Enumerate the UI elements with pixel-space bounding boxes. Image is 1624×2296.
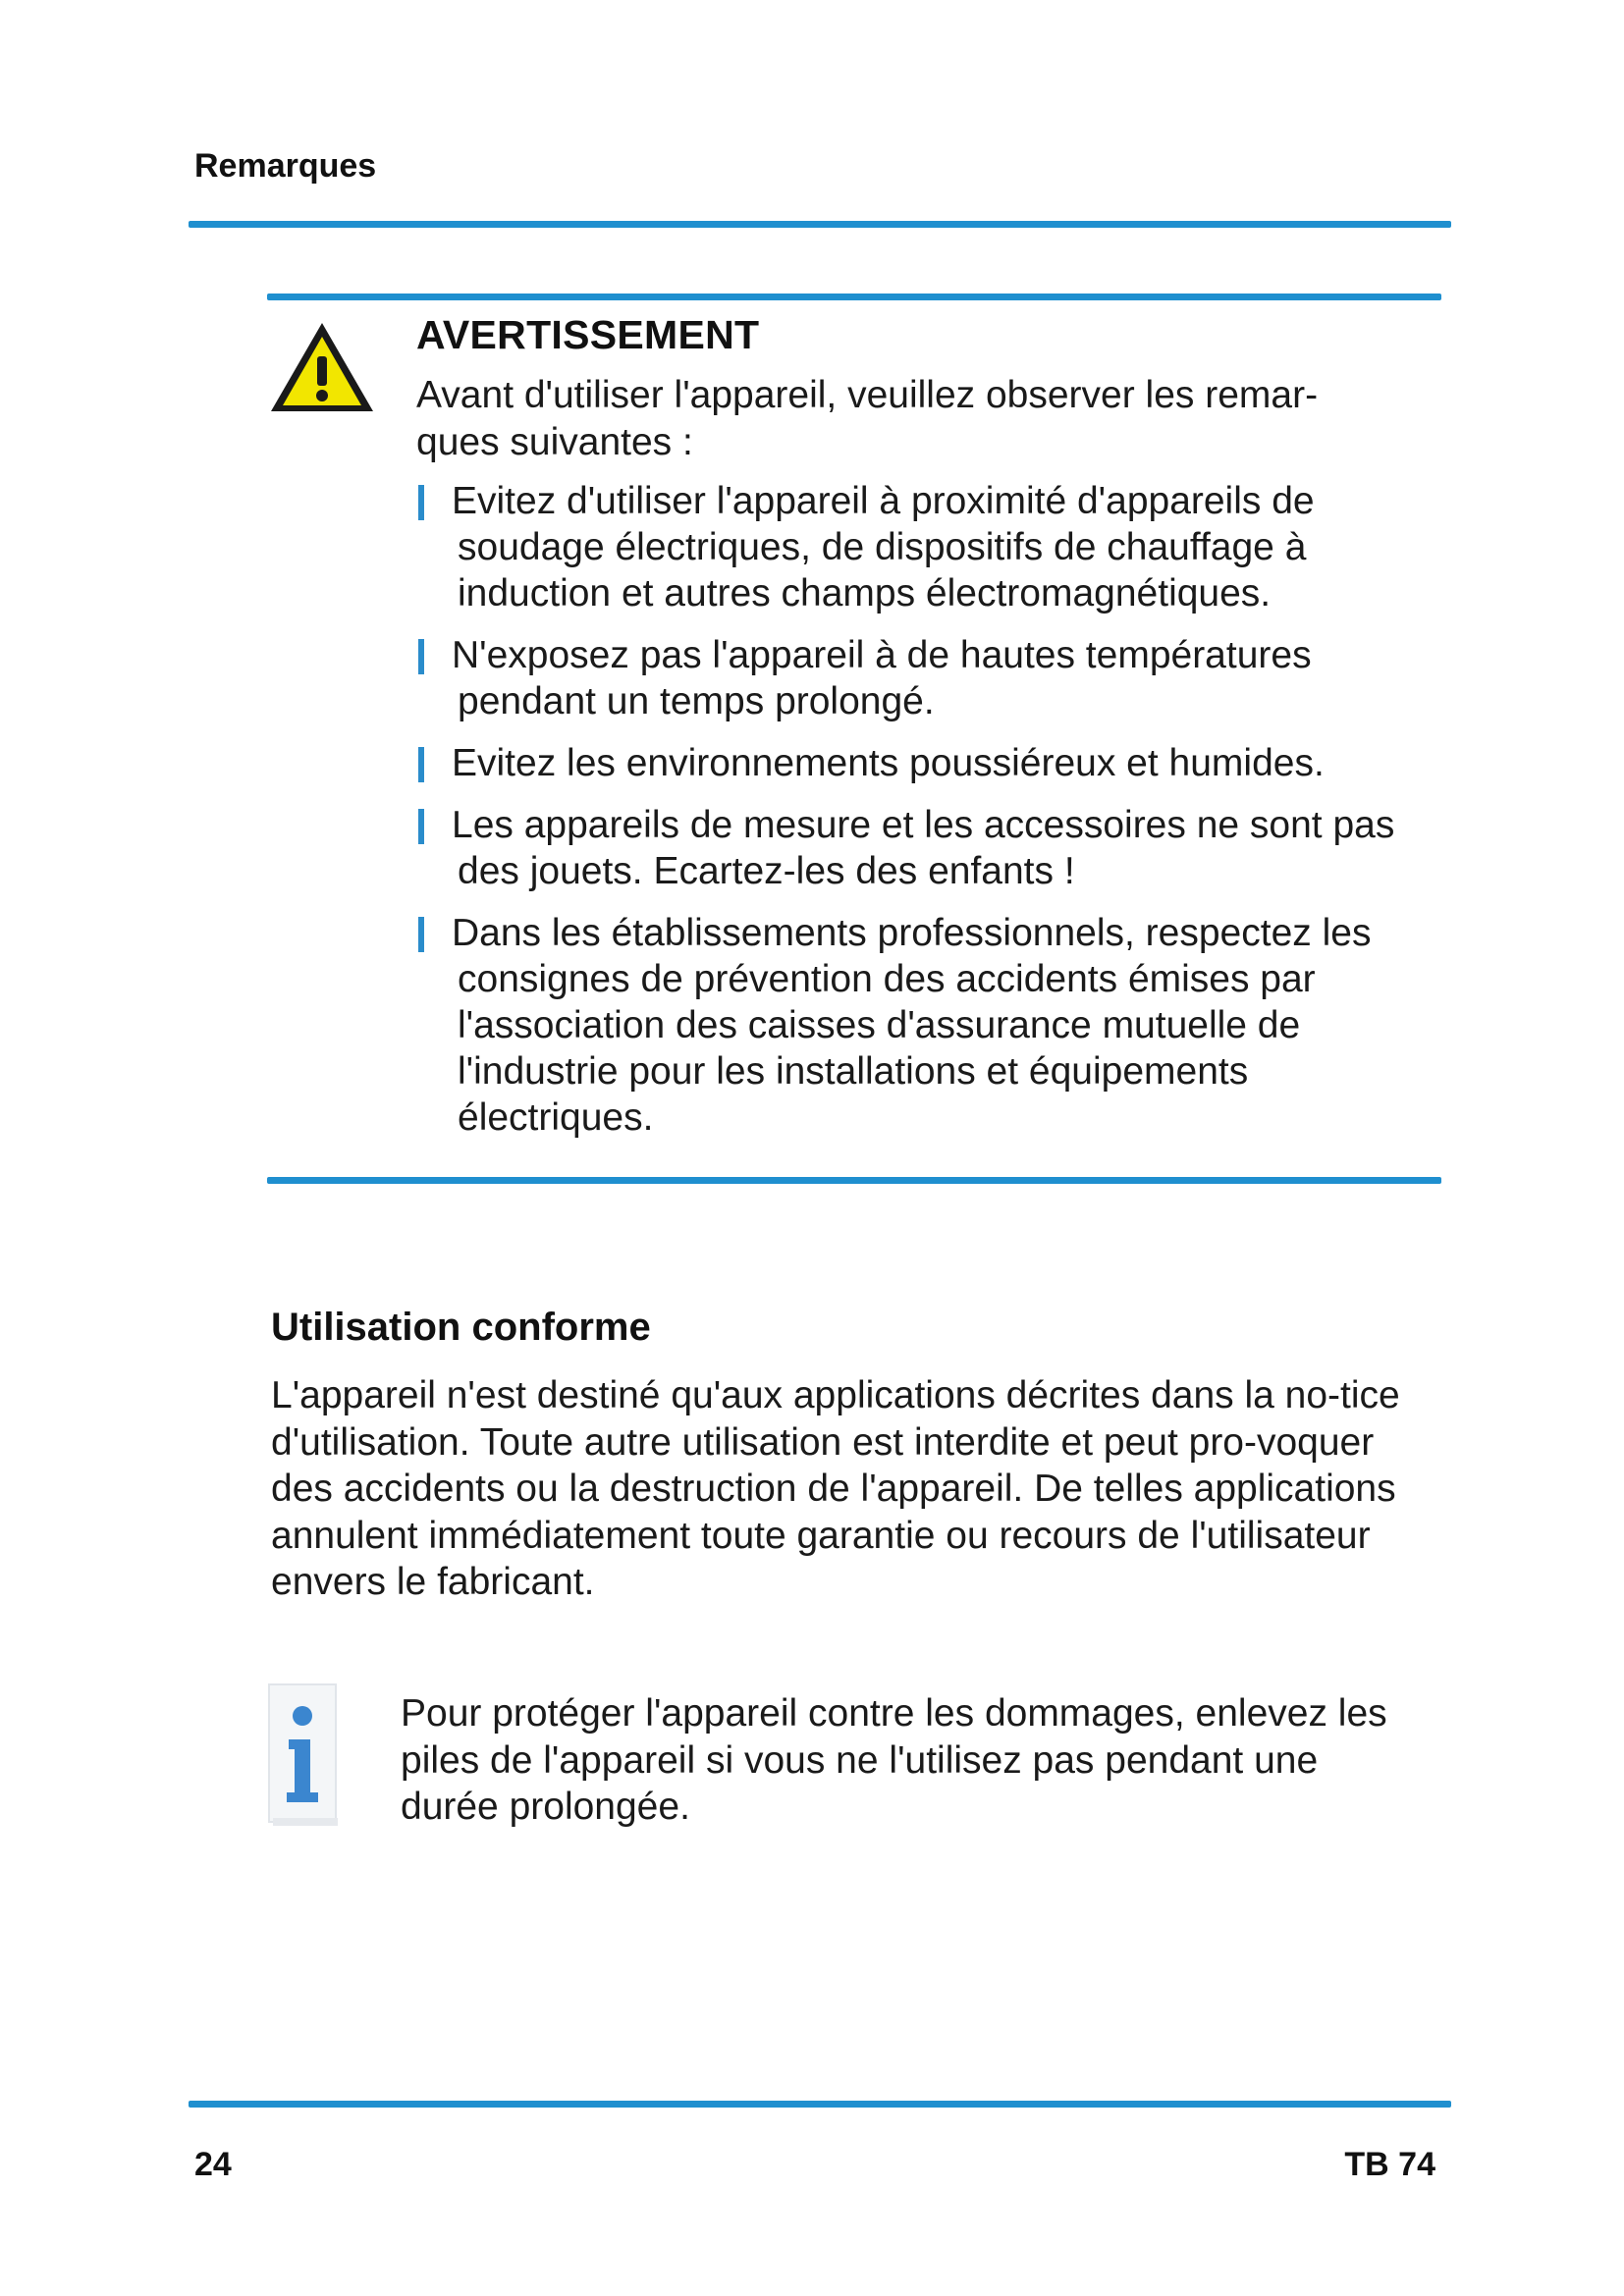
bullet-bar-icon [418,917,424,952]
bullet-bar-icon [418,809,424,844]
header-divider [189,221,1451,228]
bullet-text: Evitez d'utiliser l'appareil à proximité d'appareils de soudage électriques, de dispositifs de chauffage à induction et autres champs électromagnétiques. [452,480,1315,614]
bullet-text: N'exposez pas l'appareil à de hautes températures pendant un temps prolongé. [452,634,1312,722]
bullet-text: Dans les établissements professionnels, respectez les consignes de prévention des accidents émises par l'association des caisses d'assurance mutuelle de l'industrie pour les installations et équipements électriques. [452,912,1372,1139]
warning-bullet [416,478,1420,616]
warning-bottom-divider [267,1177,1441,1184]
warning-bullet [416,910,1420,1141]
bullet-bar-icon [418,639,424,674]
warning-bullet [416,802,1420,894]
section-title-usage: Utilisation conforme [271,1306,651,1349]
page-number: 24 [194,2146,232,2183]
warning-top-divider [267,294,1441,300]
footer-divider [189,2101,1451,2108]
warning-block [416,312,1398,1156]
document-code: TB 74 [1344,2146,1435,2183]
section-body-usage: L'appareil n'est destiné qu'aux applications décrites dans la no-tice d'utilisation. Toute autre utilisation est interdite et peut pro-voquer des accidents ou la destruction de l'appareil. De telles applications annulent immédiatement toute garantie ou recours de l'utilisateur envers le fabricant. [271,1374,1400,1603]
warning-bullet [416,740,1420,786]
bullet-text: Evitez les environnements poussiéreux et humides. [452,742,1325,784]
bullet-bar-icon [418,747,424,782]
bullet-text: Les appareils de mesure et les accessoires ne sont pas des jouets. Ecartez-les des enfants ! [452,804,1395,892]
page-header-title: Remarques [194,147,377,185]
warning-intro: Avant d'utiliser l'appareil, veuillez observer les remar-ques suivantes : [416,374,1319,463]
warning-bullet [416,632,1420,724]
info-icon [267,1682,340,1828]
warning-heading: AVERTISSEMENT [416,312,760,357]
warning-triangle-icon [267,319,377,417]
warning-bullet-list [416,478,1398,1141]
bullet-bar-icon [418,485,424,520]
info-note-text: Pour protéger l'appareil contre les dommages, enlevez les piles de l'appareil si vous ne l'utilisez pas pendant une durée prolongée. [401,1692,1387,1828]
